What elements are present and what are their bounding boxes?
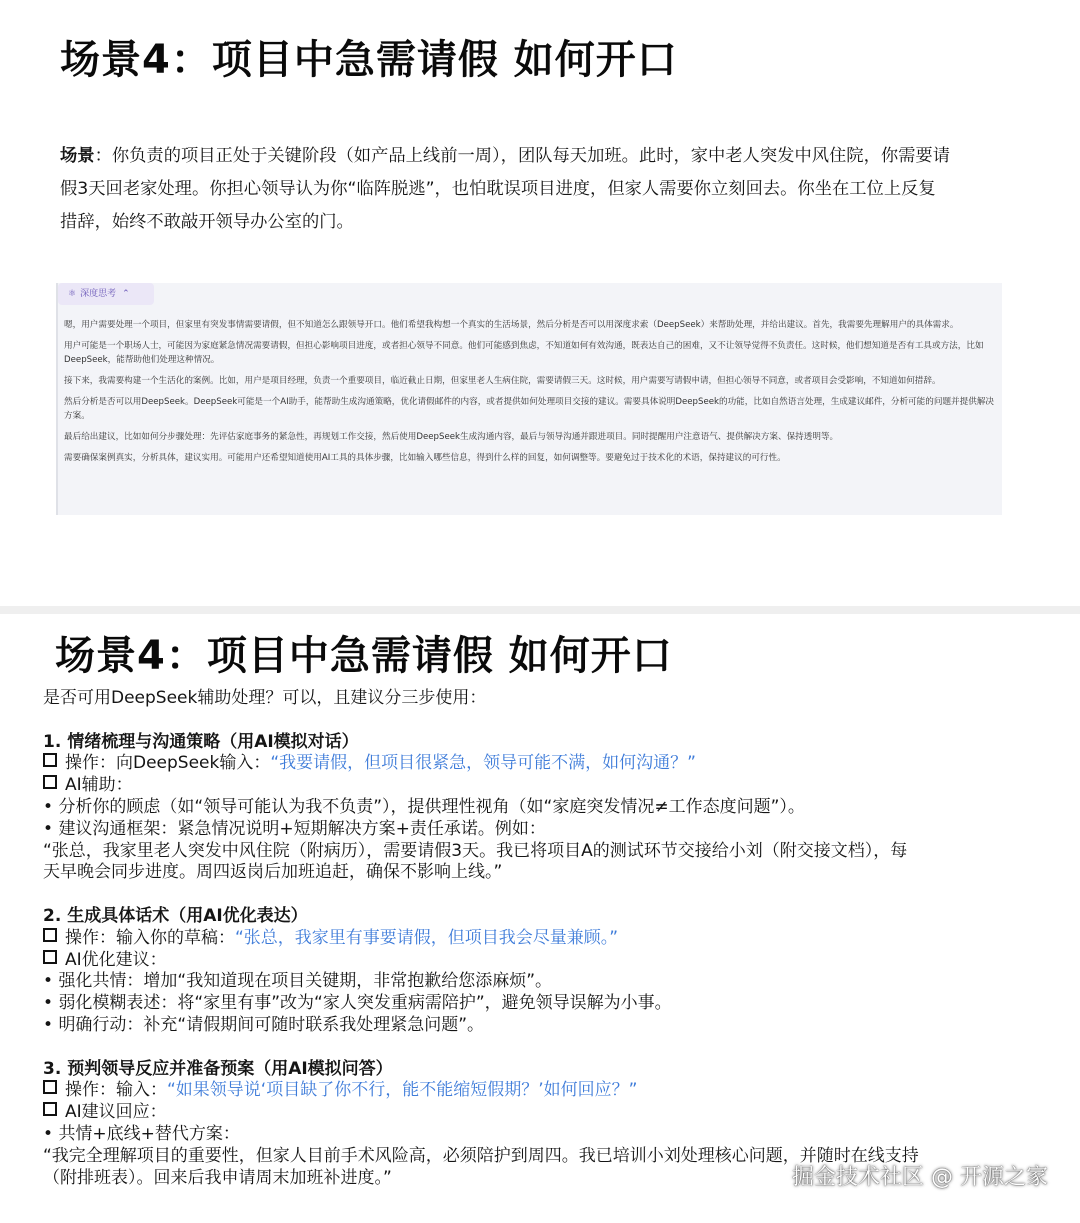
bullet-text: 明确行动：补充“请假期间可随时联系我处理紧急问题”。 <box>58 1014 485 1035</box>
slide-1 <box>0 0 1080 606</box>
step-1-heading: 1. 情绪梳理与沟通策略（用AI模拟对话） <box>43 731 359 752</box>
intro-line: 是否可用DeepSeek辅助处理？可以，且建议分三步使用： <box>43 688 487 708</box>
think-paragraph: 需要确保案例真实，分析具体，建议实用。可能用户还希望知道使用AI工具的具体步骤，比如输入哪些信息，得到什么样的回复，如何调整等。要避免过于技术化的术语，保持建议的可行性。 <box>64 453 786 463</box>
think-paragraph: 嗯，用户需要处理一个项目，但家里有突发事情需要请假，但不知道怎么跟领导开口。他们希望我构想一个真实的生活场景，然后分析是否可以用深度求索（DeepSeek）来帮助处理，并给出建议。首先，我需要先理解用户的具体需求。 <box>64 320 959 330</box>
think-paragraph: 最后给出建议，比如如何分步骤处理：先评估家庭事务的紧急性，再规划工作交接，然后使用DeepSeek生成沟通内容，最后与领导沟通并跟进项目。同时提醒用户注意语气、提供解决方案、保持透明等。 <box>64 432 839 442</box>
step-3-heading: 3. 预判领导反应并准备预案（用AI模拟问答） <box>43 1058 393 1079</box>
bullet-text: 建议沟通框架：紧急情况说明+短期解决方案+责任承诺。例如： <box>58 818 546 839</box>
watermark: 掘金技术社区 @ 开源之家 <box>792 1165 1048 1190</box>
assist-label: AI辅助： <box>65 775 133 796</box>
checkbox-icon <box>43 950 57 964</box>
step-2-heading: 2. 生成具体话术（用AI优化表达） <box>43 905 308 926</box>
step-2-operation <box>43 928 1043 950</box>
assist-label: AI优化建议： <box>65 949 167 970</box>
bullet-item: • 分析你的顾虑（如“领导可能认为我不负责”），提供理性视角（如“家庭突发情况≠工作态度问题”）。 <box>43 796 805 817</box>
operation-label: 操作：输入你的草稿： <box>65 927 235 948</box>
operation-quote: “张总，我家里有事要请假，但项目我会尽量兼顾。” <box>235 927 619 948</box>
think-paragraph: 然后分析是否可以用DeepSeek。DeepSeek可能是一个AI助手，能帮助生成沟通策略，优化请假邮件的内容，或者提供如何处理项目交接的建议。需要具体说明DeepSeek的功能，比如自然语言处理，生成建议邮件，分析可能的问题并提供解决方案。 <box>64 397 995 421</box>
step-3-operation <box>43 1080 1043 1102</box>
operation-label: 操作：向DeepSeek输入： <box>65 753 271 774</box>
step-2-assist <box>43 950 1043 972</box>
deep-thinking-toggle[interactable] <box>58 283 154 305</box>
slide-2 <box>0 614 1080 1223</box>
think-paragraph: 用户可能是一个职场人士，可能因为家庭紧急情况需要请假，但担心影响项目进度，或者担心领导不同意。他们可能感到焦虑，不知道如何有效沟通，既表达自己的困难，又不让领导觉得不负责任。这时候，他们想知道是否有工具或方法，比如DeepSeek，能帮助他们处理这种情况。 <box>64 341 984 365</box>
deep-thinking-text <box>64 318 1002 472</box>
scenario-paragraph <box>60 140 950 239</box>
step-1-assist <box>43 775 1043 797</box>
bullet-item: • 共情+底线+替代方案： <box>43 1123 240 1144</box>
checkbox-icon <box>43 1102 57 1116</box>
scenario-label: 场景 <box>60 146 95 166</box>
answer-body <box>43 688 1043 1189</box>
bullet-item: • 弱化模糊表述：将“家里有事”改为“家人突发重病需陪护”，避免领导误解为小事。 <box>43 993 672 1014</box>
checkbox-icon <box>43 1080 57 1094</box>
checkbox-icon <box>43 928 57 942</box>
step-1-operation <box>43 753 1043 775</box>
step-3-assist <box>43 1102 1043 1124</box>
think-paragraph: 接下来，我需要构建一个生活化的案例。比如，用户是项目经理，负责一个重要项目，临近截止日期，但家里老人生病住院，需要请假三天。这时候，用户需要写请假申请，但担心领导不同意，或者项目会受影响，不知道如何措辞。 <box>64 376 941 386</box>
scenario-text: ：你负责的项目正处于关键阶段（如产品上线前一周），团队每天加班。此时，家中老人突发中风住院，你需要请假3天回老家处理。你担心领导认为你“临阵脱逃”，也怕耽误项目进度，但家人需要你立刻回去。你坐在工位上反复措辞，始终不敢敲开领导办公室的门。 <box>60 146 950 232</box>
slide-2-title: 场景4：项目中急需请假 如何开口 <box>55 633 673 679</box>
example-quote: “张总，我家里老人突发中风住院（附病历），需要请假3天。我已将项目A的测试环节交接给小刘（附交接文档），每天早晚会同步进度。周四返岗后加班追赶，确保不影响上线。” <box>43 840 908 883</box>
example-quote: “我完全理解项目的重要性，但家人目前手术风险高，必须陪护到周四。我已培训小刘处理核心问题，并随时在线支持（附排班表）。回来后我申请周末加班补进度。” <box>43 1145 919 1188</box>
bullet-text: 分析你的顾虑（如“领导可能认为我不负责”），提供理性视角（如“家庭突发情况≠工作态度问题”）。 <box>58 796 805 817</box>
operation-quote: “我要请假，但项目很紧急，领导可能不满，如何沟通？” <box>270 753 696 774</box>
checkbox-icon <box>43 775 57 789</box>
bullet-item: • 建议沟通框架：紧急情况说明+短期解决方案+责任承诺。例如： <box>43 818 546 839</box>
chevron-up-icon: ⌃ <box>122 289 130 299</box>
slide-divider <box>0 606 1080 614</box>
bullet-text: 共情+底线+替代方案： <box>58 1123 240 1144</box>
bullet-item: • 明确行动：补充“请假期间可随时联系我处理紧急问题”。 <box>43 1014 485 1035</box>
deep-thinking-label: 深度思考 <box>80 289 117 299</box>
operation-quote: “如果领导说‘项目缺了你不行，能不能缩短假期？’如何回应？” <box>167 1080 638 1101</box>
operation-label: 操作：输入： <box>65 1080 167 1101</box>
checkbox-icon <box>43 753 57 767</box>
bullet-text: 弱化模糊表述：将“家里有事”改为“家人突发重病需陪护”，避免领导误解为小事。 <box>58 993 672 1014</box>
slide-1-title: 场景4：项目中急需请假 如何开口 <box>60 37 678 83</box>
bullet-text: 强化共情：增加“我知道现在项目关键期，非常抱歉给您添麻烦”。 <box>58 971 553 992</box>
bullet-item: • 强化共情：增加“我知道现在项目关键期，非常抱歉给您添麻烦”。 <box>43 971 553 992</box>
assist-label: AI建议回应： <box>65 1102 167 1123</box>
atom-icon: ⚛ <box>68 289 77 299</box>
